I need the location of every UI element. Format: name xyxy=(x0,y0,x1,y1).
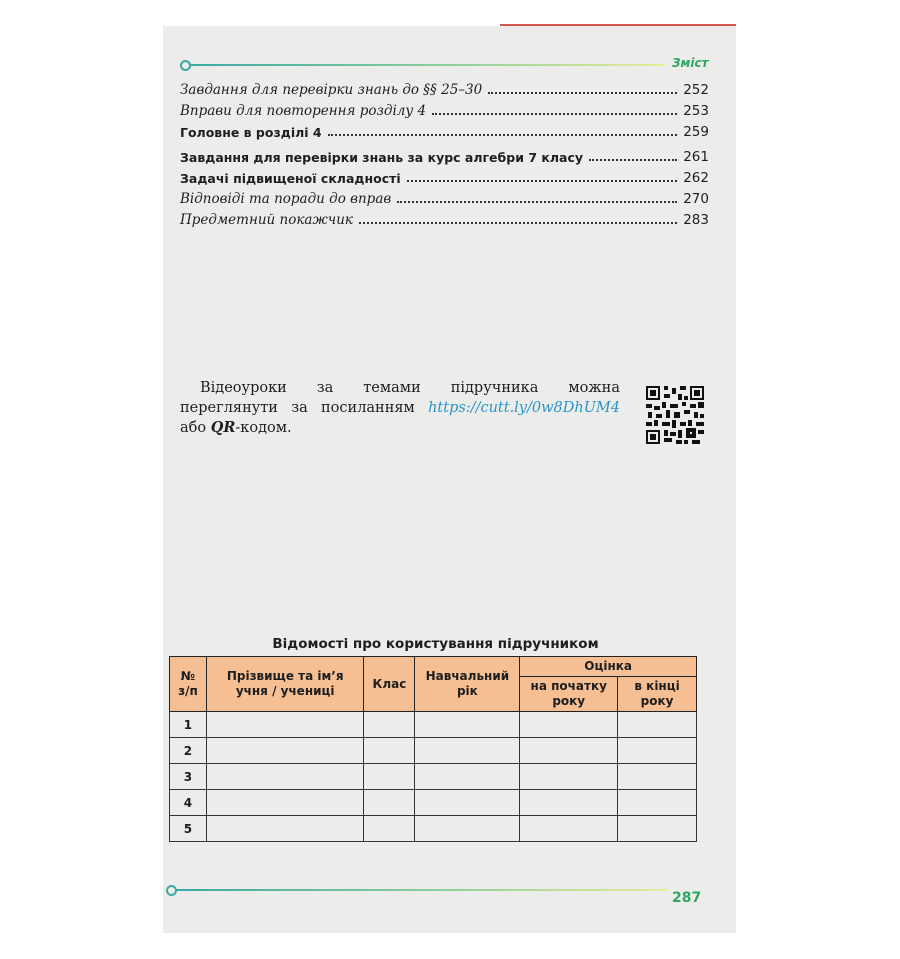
grade-start-cell[interactable] xyxy=(520,816,618,842)
toc-entry-page: 262 xyxy=(683,170,709,186)
video-note-text: Відеоуроки за темами підручника можна переглянути за посиланням xyxy=(180,380,620,416)
toc-entry-page: 270 xyxy=(683,191,709,207)
col-name-header: Прізвище та ім’я учня / учениці xyxy=(206,657,364,712)
usage-table-title: Відомості про користування підручником xyxy=(272,636,599,652)
col-number-header: № з/п xyxy=(170,657,207,712)
leader-dots xyxy=(328,134,678,136)
toc-entry-title: Відповіді та поради до вправ xyxy=(180,191,392,207)
col-class-header: Клас xyxy=(364,657,415,712)
leader-dots xyxy=(407,180,678,182)
row-number: 5 xyxy=(170,816,207,842)
row-number: 3 xyxy=(170,764,207,790)
toc-entry-title: Предметний покажчик xyxy=(180,212,353,228)
grade-end-cell[interactable] xyxy=(618,738,697,764)
leader-dots xyxy=(432,113,677,115)
toc-entry[interactable] xyxy=(180,99,709,119)
grade-start-cell[interactable] xyxy=(520,738,618,764)
table-row xyxy=(170,764,697,790)
row-number: 4 xyxy=(170,790,207,816)
name-cell[interactable] xyxy=(206,816,364,842)
toc-entry[interactable] xyxy=(180,187,709,207)
video-note-end: -кодом. xyxy=(235,420,292,436)
toc-entry-page: 252 xyxy=(683,82,709,98)
name-cell[interactable] xyxy=(206,712,364,738)
grade-end-cell[interactable] xyxy=(618,790,697,816)
table-row xyxy=(170,790,697,816)
usage-table xyxy=(169,656,697,842)
leader-dots xyxy=(397,201,677,203)
year-cell[interactable] xyxy=(415,816,520,842)
toc-entry-title: Завдання для перевірки знань за курс алгебри 7 класу xyxy=(180,150,583,165)
qr-label: QR xyxy=(210,419,236,436)
year-cell[interactable] xyxy=(415,712,520,738)
class-cell[interactable] xyxy=(364,764,415,790)
toc-entry-page: 253 xyxy=(683,103,709,119)
col-year-header: Навчальний рік xyxy=(415,657,520,712)
class-cell[interactable] xyxy=(364,790,415,816)
class-cell[interactable] xyxy=(364,712,415,738)
video-or-text: або xyxy=(180,420,207,436)
qr-code-icon[interactable] xyxy=(646,386,704,444)
section-title: Зміст xyxy=(672,56,709,70)
footer-rule xyxy=(175,889,667,891)
toc-entry-page: 261 xyxy=(683,149,709,165)
toc-entry-title: Задачі підвищеної складності xyxy=(180,171,401,186)
grade-start-cell[interactable] xyxy=(520,790,618,816)
grade-end-cell[interactable] xyxy=(618,764,697,790)
video-lessons-note xyxy=(180,378,620,438)
col-grade-start-header: на початку року xyxy=(520,677,618,712)
table-row xyxy=(170,816,697,842)
class-cell[interactable] xyxy=(364,816,415,842)
row-number: 1 xyxy=(170,712,207,738)
toc-entry-page: 259 xyxy=(683,124,709,140)
toc-entry[interactable] xyxy=(180,166,709,186)
table-row xyxy=(170,738,697,764)
class-cell[interactable] xyxy=(364,738,415,764)
name-cell[interactable] xyxy=(206,764,364,790)
grade-end-cell[interactable] xyxy=(618,712,697,738)
row-number: 2 xyxy=(170,738,207,764)
toc-entry-title: Вправи для повторення розділу 4 xyxy=(180,103,427,119)
toc-entry-title: Завдання для перевірки знань до §§ 25–30 xyxy=(180,82,483,98)
year-cell[interactable] xyxy=(415,738,520,764)
year-cell[interactable] xyxy=(415,790,520,816)
video-link[interactable]: https://cutt.ly/0w8DhUM4 xyxy=(428,400,621,416)
leader-dots xyxy=(488,92,677,94)
toc-entry[interactable] xyxy=(180,208,709,228)
grade-end-cell[interactable] xyxy=(618,816,697,842)
col-grade-header: Оцінка xyxy=(520,657,697,677)
toc-entry[interactable] xyxy=(180,145,709,165)
grade-start-cell[interactable] xyxy=(520,764,618,790)
leader-dots xyxy=(359,222,677,224)
toc-entry[interactable] xyxy=(180,78,709,98)
toc-entry-page: 283 xyxy=(683,212,709,228)
name-cell[interactable] xyxy=(206,790,364,816)
header-rule xyxy=(189,64,665,66)
toc-entry-title: Головне в розділі 4 xyxy=(180,125,322,140)
toc-entry[interactable] xyxy=(180,120,709,140)
year-cell[interactable] xyxy=(415,764,520,790)
table-row xyxy=(170,712,697,738)
grade-start-cell[interactable] xyxy=(520,712,618,738)
name-cell[interactable] xyxy=(206,738,364,764)
col-grade-end-header: в кінці року xyxy=(618,677,697,712)
leader-dots xyxy=(589,159,677,161)
page-number: 287 xyxy=(672,890,702,906)
